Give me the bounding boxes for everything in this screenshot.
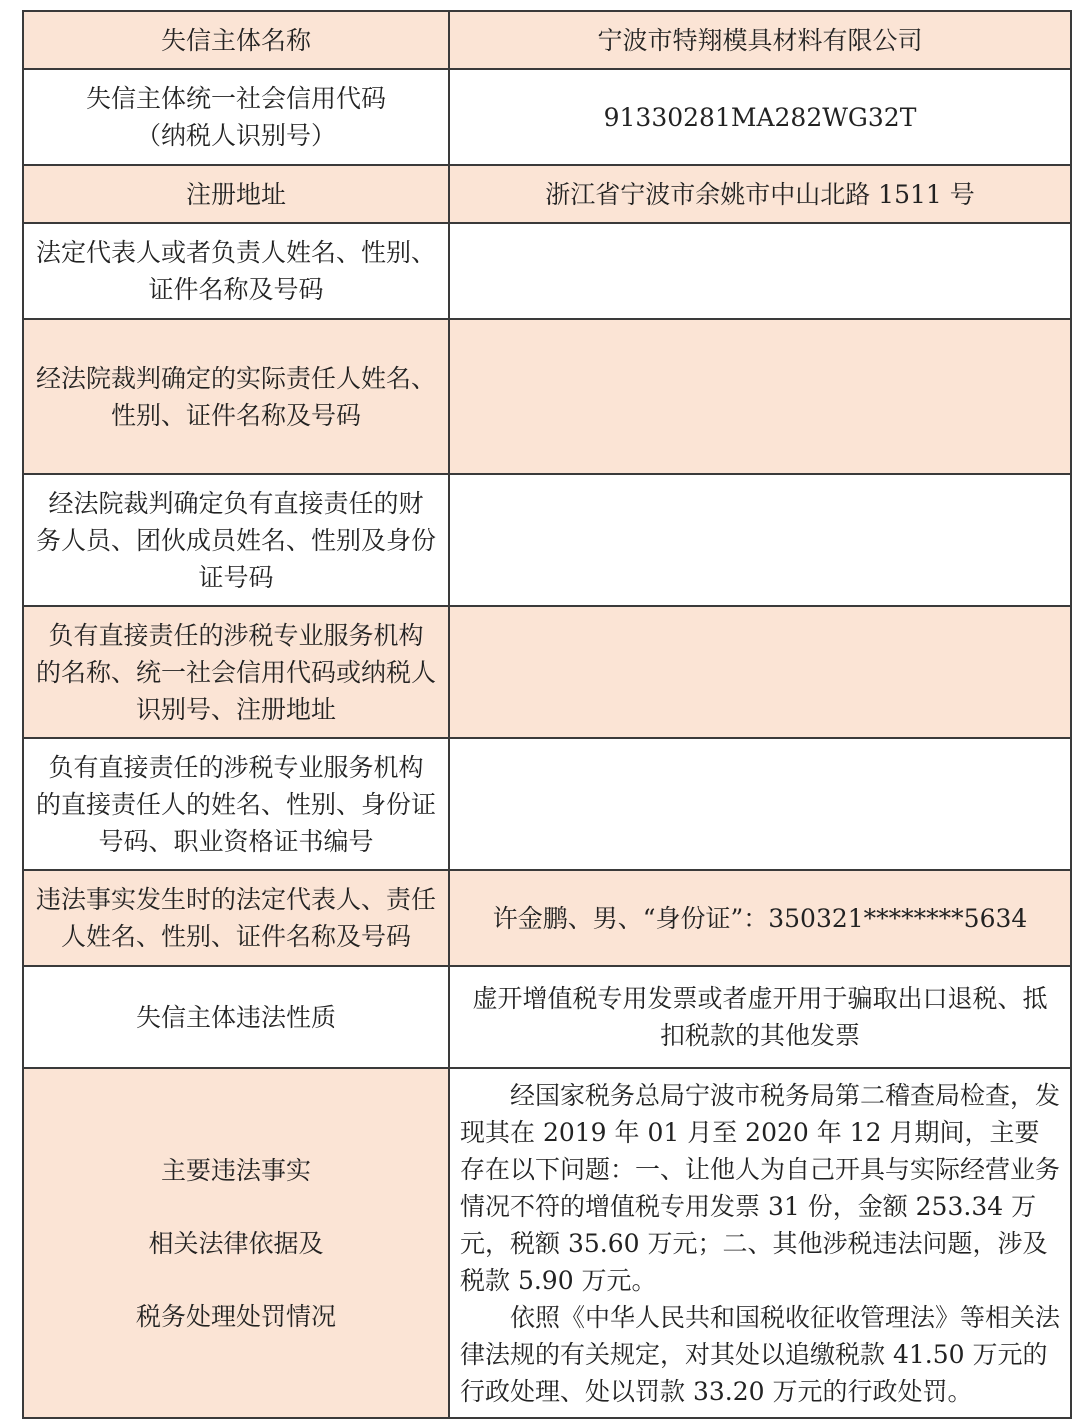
value-line: 浙江省宁波市余姚市中山北路 1511 号 — [545, 179, 975, 209]
label-line: 的直接责任人的姓名、性别、身份证 — [35, 789, 436, 819]
row-label — [23, 870, 449, 966]
row-label — [23, 1068, 449, 1418]
disclosure-table — [22, 10, 1072, 1419]
label-line: 失信主体统一社会信用代码 — [85, 84, 386, 113]
facts-paragraph: 依照《中华人民共和国税收征收管理法》等相关法律法规的有关规定，对其处以追缴税款 41.50 万元的行政处理、处以罚款 33.20 万元的行政处罚。 — [460, 1302, 1061, 1406]
label-line: 相关法律依据及 — [148, 1228, 324, 1258]
label-line: 税务处理处罚情况 — [135, 1301, 336, 1331]
label-line: 识别号、注册地址 — [135, 694, 336, 724]
row-label — [23, 69, 449, 165]
label-line: 的名称、统一社会信用代码或纳税人 — [35, 657, 436, 687]
label-line: 人姓名、性别、证件名称及号码 — [60, 922, 411, 951]
table-row-violation-nature — [23, 966, 1071, 1068]
row-value — [449, 69, 1071, 165]
table-row-service-agency — [23, 606, 1071, 738]
table-row-legal-rep — [23, 223, 1071, 319]
table-row-credit-code — [23, 69, 1071, 165]
row-label — [23, 165, 449, 223]
label-line: 负有直接责任的涉税专业服务机构 — [48, 752, 424, 782]
label-line: 经法院裁判确定负有直接责任的财 — [48, 488, 424, 518]
table-row-rep-at-violation — [23, 870, 1071, 966]
label-line: 性别、证件名称及号码 — [110, 400, 361, 430]
row-label — [23, 966, 449, 1068]
value-line: 虚开增值税专用发票或者虚开用于骗取出口退税、抵 — [472, 984, 1048, 1013]
row-label — [23, 319, 449, 474]
row-label — [23, 223, 449, 319]
label-line: 失信主体违法性质 — [135, 1002, 336, 1032]
row-value — [449, 165, 1071, 223]
label-line: 证件名称及号码 — [148, 275, 324, 304]
table-row-entity-name — [23, 11, 1071, 69]
value-line: 许金鹏、男、“身份证”：350321********5634 — [492, 903, 1028, 933]
row-value — [449, 319, 1071, 474]
row-value — [449, 606, 1071, 738]
label-line: 违法事实发生时的法定代表人、责任 — [35, 885, 436, 914]
label-line: 务人员、团伙成员姓名、性别及身份 — [35, 525, 436, 555]
label-line: 主要违法事实 — [160, 1155, 311, 1185]
value-line: 宁波市特翔模具材料有限公司 — [597, 25, 923, 55]
row-value — [449, 738, 1071, 870]
row-label — [23, 474, 449, 606]
label-line: 负有直接责任的涉税专业服务机构 — [48, 620, 424, 650]
table-row-main-facts — [23, 1068, 1071, 1418]
facts-text — [449, 1068, 1071, 1418]
value-line: 91330281MA282WG32T — [603, 102, 917, 132]
row-label — [23, 738, 449, 870]
label-line: 经法院裁判确定的实际责任人姓名、 — [35, 363, 436, 393]
facts-paragraph: 经国家税务总局宁波市税务局第二稽查局检查，发现其在 2019 年 01 月至 2020 年 12 月期间，主要存在以下问题：一、让他人为自己开具与实际经营业务情况不符的增值税专用发票 31 份，金额 253.34 万元，税额 35.60 万元；二、其他涉税违法问题，涉及税款 5.90 万元。 — [460, 1080, 1061, 1295]
value-line: 扣税款的其他发票 — [659, 1021, 860, 1050]
table-row-address — [23, 165, 1071, 223]
label-line: 注册地址 — [185, 179, 286, 209]
label-line: （纳税人识别号） — [135, 121, 336, 150]
row-value — [449, 223, 1071, 319]
table-row-agency-person — [23, 738, 1071, 870]
row-value — [449, 870, 1071, 966]
row-label — [23, 606, 449, 738]
row-value — [449, 11, 1071, 69]
label-line: 证号码 — [198, 562, 274, 592]
table-row-finance-staff — [23, 474, 1071, 606]
label-line: 法定代表人或者负责人姓名、性别、 — [35, 238, 436, 267]
label-line: 号码、职业资格证书编号 — [98, 826, 374, 856]
table-row-actual-responsible — [23, 319, 1071, 474]
label-line: 失信主体名称 — [160, 25, 311, 55]
row-value — [449, 966, 1071, 1068]
row-label — [23, 11, 449, 69]
row-value — [449, 474, 1071, 606]
record-sheet — [22, 10, 1070, 1420]
